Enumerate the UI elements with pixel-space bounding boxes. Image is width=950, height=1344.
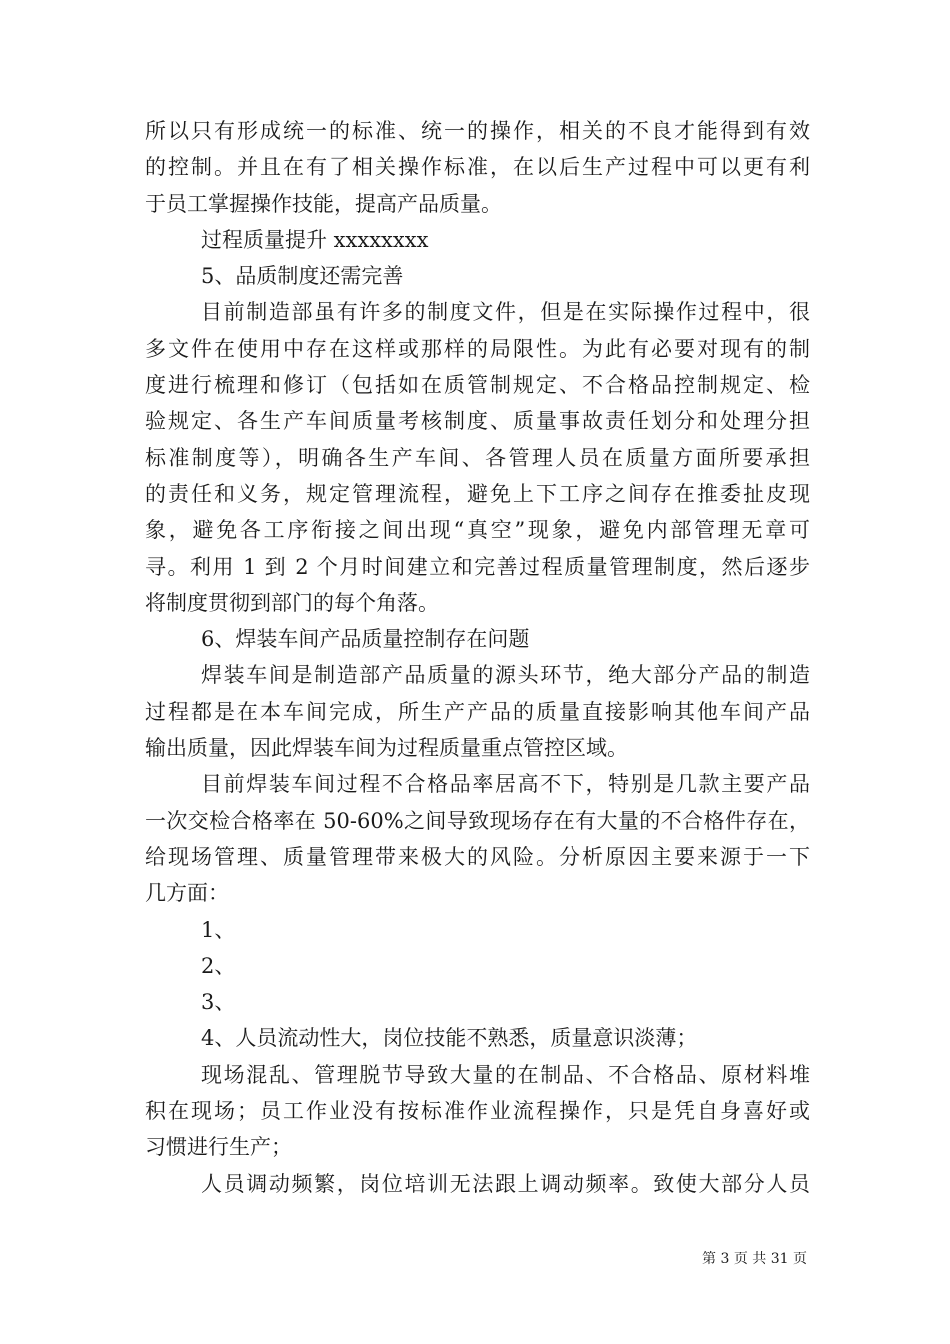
text-line: 于员工掌握操作技能，提高产品质量。: [145, 191, 502, 216]
text-line: 积在现场；员工作业没有按标准作业流程操作，只是凭自身喜好或: [145, 1099, 810, 1124]
text-line: 习惯进行生产；: [145, 1135, 292, 1160]
text-line: 人员调动频繁，岗位培训无法跟上调动频率。致使大部分人员: [201, 1171, 810, 1196]
text-line: 5、品质制度还需完善: [201, 264, 404, 289]
text-line: 标准制度等），明确各生产车间、各管理人员在质量方面所要承担: [145, 445, 810, 470]
text-line: 2、: [201, 953, 236, 978]
text-line: 1、: [201, 917, 236, 942]
text-line: 输出质量，因此焊装车间为过程质量重点管控区域。: [145, 736, 628, 761]
text-line: 现场混乱、管理脱节导致大量的在制品、不合格品、原材料堆: [201, 1062, 810, 1087]
text-line: 目前焊装车间过程不合格品率居高不下，特别是几款主要产品: [201, 772, 810, 797]
text-line: 3、: [201, 990, 236, 1015]
text-line: 过程质量提升 xxxxxxxx: [201, 227, 429, 252]
text-line: 象，避免各工序衔接之间出现“真空”现象，避免内部管理无章可: [145, 518, 810, 543]
text-line: 几方面：: [145, 881, 229, 906]
text-line: 验规定、各生产车间质量考核制度、质量事故责任划分和处理分担: [145, 409, 810, 434]
text-line: 所以只有形成统一的标准、统一的操作，相关的不良才能得到有效: [145, 119, 810, 143]
page-number-footer: 第 3 页 共 31 页: [702, 1251, 807, 1267]
text-line: 的责任和义务，规定管理流程，避免上下工序之间存在推委扯皮现: [145, 481, 810, 506]
text-line: 4、人员流动性大，岗位技能不熟悉，质量意识淡薄；: [201, 1026, 698, 1051]
text-line: 给现场管理、质量管理带来极大的风险。分析原因主要来源于一下: [145, 844, 810, 869]
text-line: 将制度贯彻到部门的每个角落。: [145, 590, 439, 615]
text-line: 寻。利用 1 到 2 个月时间建立和完善过程质量管理制度，然后逐步: [145, 554, 810, 579]
text-line: 度进行梳理和修订（包括如在质管制规定、不合格品控制规定、检: [145, 373, 810, 398]
text-line: 6、焊装车间产品质量控制存在问题: [201, 627, 530, 652]
text-line: 过程都是在本车间完成，所生产产品的质量直接影响其他车间产品: [145, 699, 810, 724]
document-body: [145, 113, 810, 1202]
text-line: 目前制造部虽有许多的制度文件，但是在实际操作过程中，很: [201, 300, 810, 325]
text-line: 焊装车间是制造部产品质量的源头环节，绝大部分产品的制造: [201, 663, 810, 688]
text-line: 多文件在使用中存在这样或那样的局限性。为此有必要对现有的制: [145, 336, 810, 361]
text-line: 一次交检合格率在 50-60%之间导致现场存在有大量的不合格件存在，: [145, 808, 810, 833]
text-line: 的控制。并且在有了相关操作标准，在以后生产过程中可以更有利: [145, 155, 810, 180]
